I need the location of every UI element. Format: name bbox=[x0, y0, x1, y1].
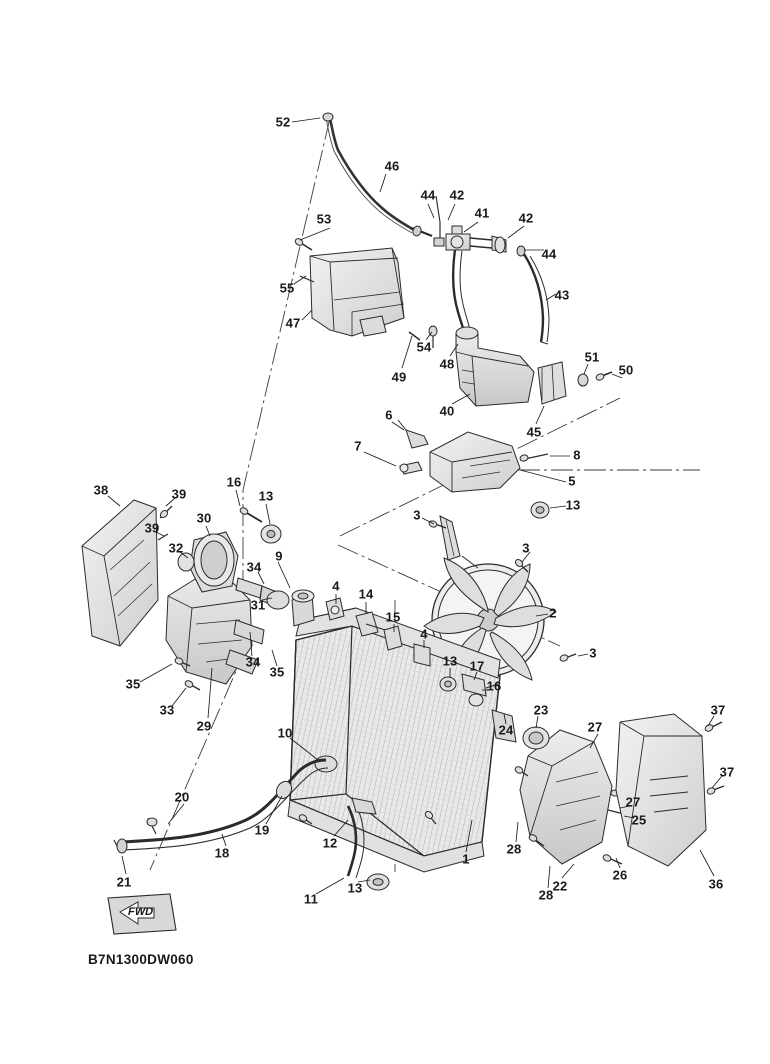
callout-number: 40 bbox=[439, 403, 455, 419]
part-code-label: B7N1300DW060 bbox=[88, 952, 194, 967]
callout-number: 35 bbox=[269, 664, 285, 680]
callout-number: 14 bbox=[358, 586, 374, 602]
callout-number: 19 bbox=[254, 822, 270, 838]
callout-number: 3 bbox=[522, 540, 530, 556]
fwd-direction-label: FWD bbox=[126, 906, 155, 918]
callout-number: 28 bbox=[538, 887, 554, 903]
callout-number: 13 bbox=[258, 488, 274, 504]
callout-number: 54 bbox=[416, 339, 432, 355]
callout-number: 39 bbox=[171, 486, 187, 502]
callout-number: 37 bbox=[719, 764, 735, 780]
callout-number: 35 bbox=[125, 676, 141, 692]
callout-number: 5 bbox=[568, 473, 576, 489]
callout-number: 32 bbox=[168, 540, 184, 556]
callout-number: 13 bbox=[565, 497, 581, 513]
callout-number: 4 bbox=[420, 626, 428, 642]
callout-number: 51 bbox=[584, 349, 600, 365]
callout-number: 38 bbox=[93, 482, 109, 498]
callout-number: 30 bbox=[196, 510, 212, 526]
callout-number: 27 bbox=[625, 794, 641, 810]
callout-number: 46 bbox=[384, 158, 400, 174]
callout-number: 55 bbox=[279, 280, 295, 296]
callout-number: 29 bbox=[196, 718, 212, 734]
callout-number: 1 bbox=[462, 851, 470, 867]
callout-number: 13 bbox=[347, 880, 363, 896]
callout-number: 3 bbox=[413, 507, 421, 523]
callout-number: 12 bbox=[322, 835, 338, 851]
callout-number: 22 bbox=[552, 878, 568, 894]
callout-number: 34 bbox=[245, 654, 261, 670]
callout-number: 20 bbox=[174, 789, 190, 805]
callout-number: 2 bbox=[549, 605, 557, 621]
callout-number: 41 bbox=[474, 205, 490, 221]
callout-number: 44 bbox=[541, 246, 557, 262]
callout-number: 26 bbox=[612, 867, 628, 883]
callout-number: 42 bbox=[518, 210, 534, 226]
callout-number: 36 bbox=[708, 876, 724, 892]
callout-number: 52 bbox=[275, 114, 291, 130]
callout-number: 3 bbox=[589, 645, 597, 661]
callout-number: 8 bbox=[573, 447, 581, 463]
callout-number: 6 bbox=[385, 407, 393, 423]
callout-number: 48 bbox=[439, 356, 455, 372]
callout-number: 45 bbox=[526, 424, 542, 440]
callout-number: 27 bbox=[587, 719, 603, 735]
callout-number: 28 bbox=[506, 841, 522, 857]
callout-number: 44 bbox=[420, 187, 436, 203]
callout-number: 23 bbox=[533, 702, 549, 718]
callout-number: 53 bbox=[316, 211, 332, 227]
callout-number: 34 bbox=[246, 559, 262, 575]
callout-number: 15 bbox=[385, 609, 401, 625]
callout-number: 42 bbox=[449, 187, 465, 203]
callout-number: 39 bbox=[144, 520, 160, 536]
callout-number: 25 bbox=[631, 812, 647, 828]
callout-number: 18 bbox=[214, 845, 230, 861]
callout-number: 11 bbox=[303, 891, 319, 907]
callout-number: 13 bbox=[442, 653, 458, 669]
callout-number: 16 bbox=[486, 678, 502, 694]
callout-number: 47 bbox=[285, 315, 301, 331]
callout-number: 10 bbox=[277, 725, 293, 741]
callout-number: 37 bbox=[710, 702, 726, 718]
callout-number: 31 bbox=[250, 597, 266, 613]
callout-number: 9 bbox=[275, 548, 283, 564]
callout-number: 43 bbox=[554, 287, 570, 303]
callout-number: 49 bbox=[391, 369, 407, 385]
callout-number: 7 bbox=[354, 438, 362, 454]
callout-number: 21 bbox=[116, 874, 132, 890]
callout-number: 17 bbox=[469, 658, 485, 674]
callout-number: 4 bbox=[332, 578, 340, 594]
callout-number: 50 bbox=[618, 362, 634, 378]
callout-number: 16 bbox=[226, 474, 242, 490]
callout-number: 33 bbox=[159, 702, 175, 718]
callout-number: 24 bbox=[498, 722, 514, 738]
